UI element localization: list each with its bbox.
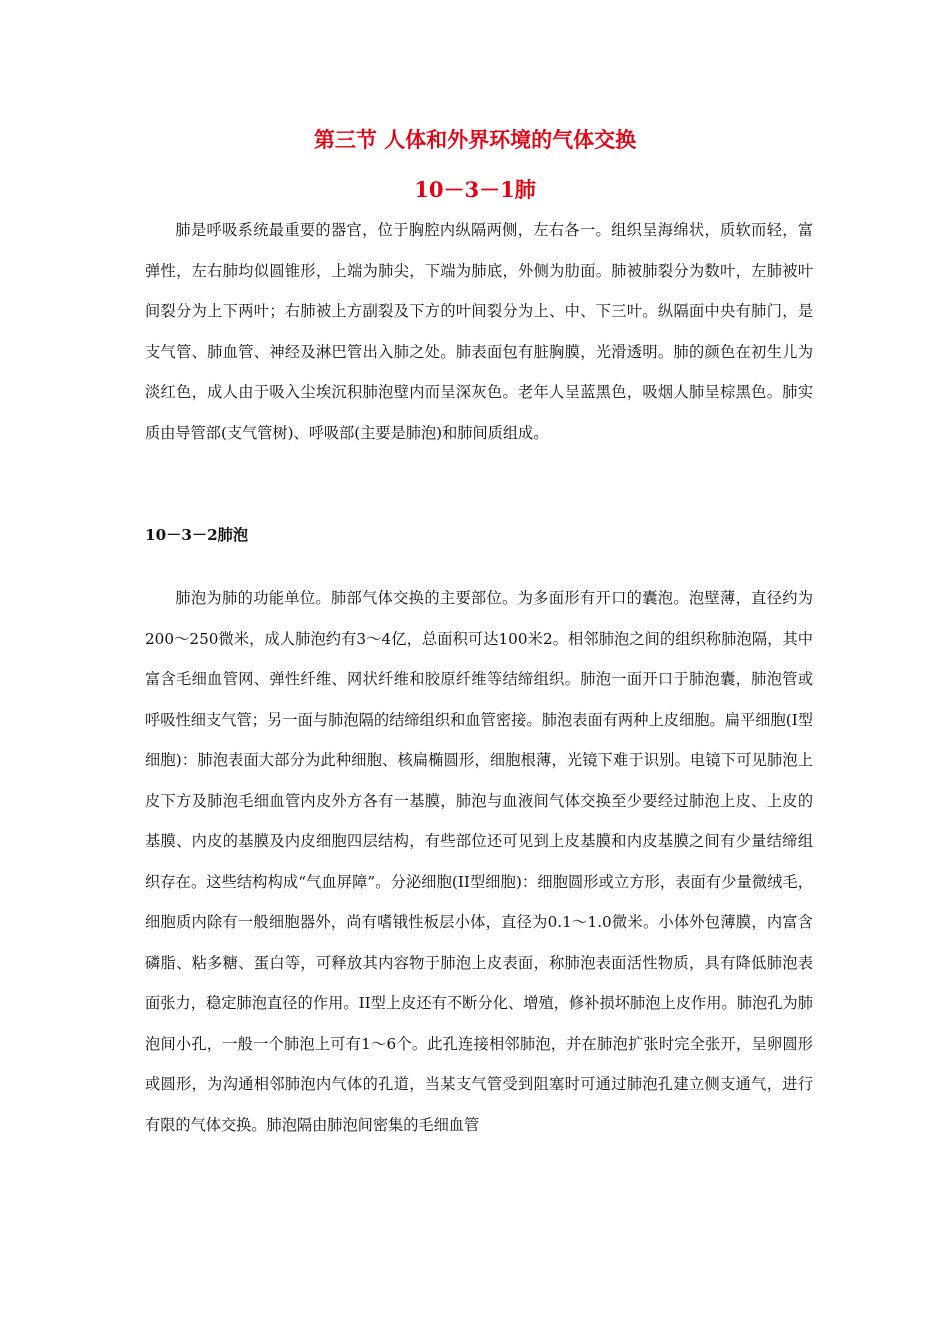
paragraph-lung-text: 肺是呼吸系统最重要的器官，位于胸腔内纵隔两侧，左右各一。组织呈海绵状，质软而轻，富弹性，左右肺均似圆锥形，上端为肺尖，下端为肺底，外侧为肋面。肺被肺裂分为数叶，左肺被叶间裂分为上下两叶；右肺被上方副裂及下方的叶间裂分为上、中、下三叶。纵隔面中央有肺门，是支气管、肺血管、神经及淋巴管出入肺之处。肺表面包有脏胸膜，光滑透明。肺的颜色在初生儿为淡红色，成人由于吸入尘埃沉积肺泡壁内而呈深灰色。老年人呈蓝黑色，吸烟人肺呈棕黑色。肺实质由导管部(支气管树)、呼吸部(主要是肺泡)和肺间质组成。	[145, 221, 813, 442]
paragraph-lung	[145, 210, 813, 453]
paragraph-alveoli-text: 肺泡为肺的功能单位。肺部气体交换的主要部位。为多面形有开口的囊泡。泡壁薄，直径约为200～250微米，成人肺泡约有3～4亿，总面积可达100米2。相邻肺泡之间的组织称肺泡隔，其中富含毛细血管网、弹性纤维、网状纤维和胶原纤维等结缔组织。肺泡一面开口于肺泡囊，肺泡管或呼吸性细支气管；另一面与肺泡隔的结缔组织和血管密接。肺泡表面有两种上皮细胞。扁平细胞(I型细胞)：肺泡表面大部分为此种细胞、核扁椭圆形，细胞根薄，光镜下难于识别。电镜下可见肺泡上皮下方及肺泡毛细血管内皮外方各有一基膜，肺泡与血液间气体交换至少要经过肺泡上皮、上皮的基膜、内皮的基膜及内皮细胞四层结构，有些部位还可见到上皮基膜和内皮基膜之间有少量结缔组织存在。这些结构构成“气血屏障”。分泌细胞(II型细胞)：细胞圆形或立方形，表面有少量微绒毛，细胞质内除有一般细胞器外，尚有嗜锇性板层小体，直径为0.1～1.0微米。小体外包薄膜，内富含磷脂、粘多糖、蛋白等，可释放其内容物于肺泡上皮表面，称肺泡表面活性物质，具有降低肺泡表面张力，稳定肺泡直径的作用。II型上皮还有不断分化、增殖，修补损坏肺泡上皮作用。肺泡孔为肺泡间小孔，一般一个肺泡上可有1～6个。此孔连接相邻肺泡，并在肺泡扩张时完全张开，呈卵圆形或圆形，为沟通相邻肺泡内气体的孔道，当某支气管受到阻塞时可通过肺泡孔建立侧支通气，进行有限的气体交换。肺泡隔由肺泡间密集的毛细血管	[145, 589, 813, 1134]
paragraph-alveoli	[145, 578, 813, 1145]
subsection-heading-alveoli: 10－3－2肺泡	[145, 526, 249, 544]
section-title: 第三节 人体和外界环境的气体交换	[313, 127, 637, 152]
subsection-title-lung: 10－3－1肺	[414, 177, 536, 202]
